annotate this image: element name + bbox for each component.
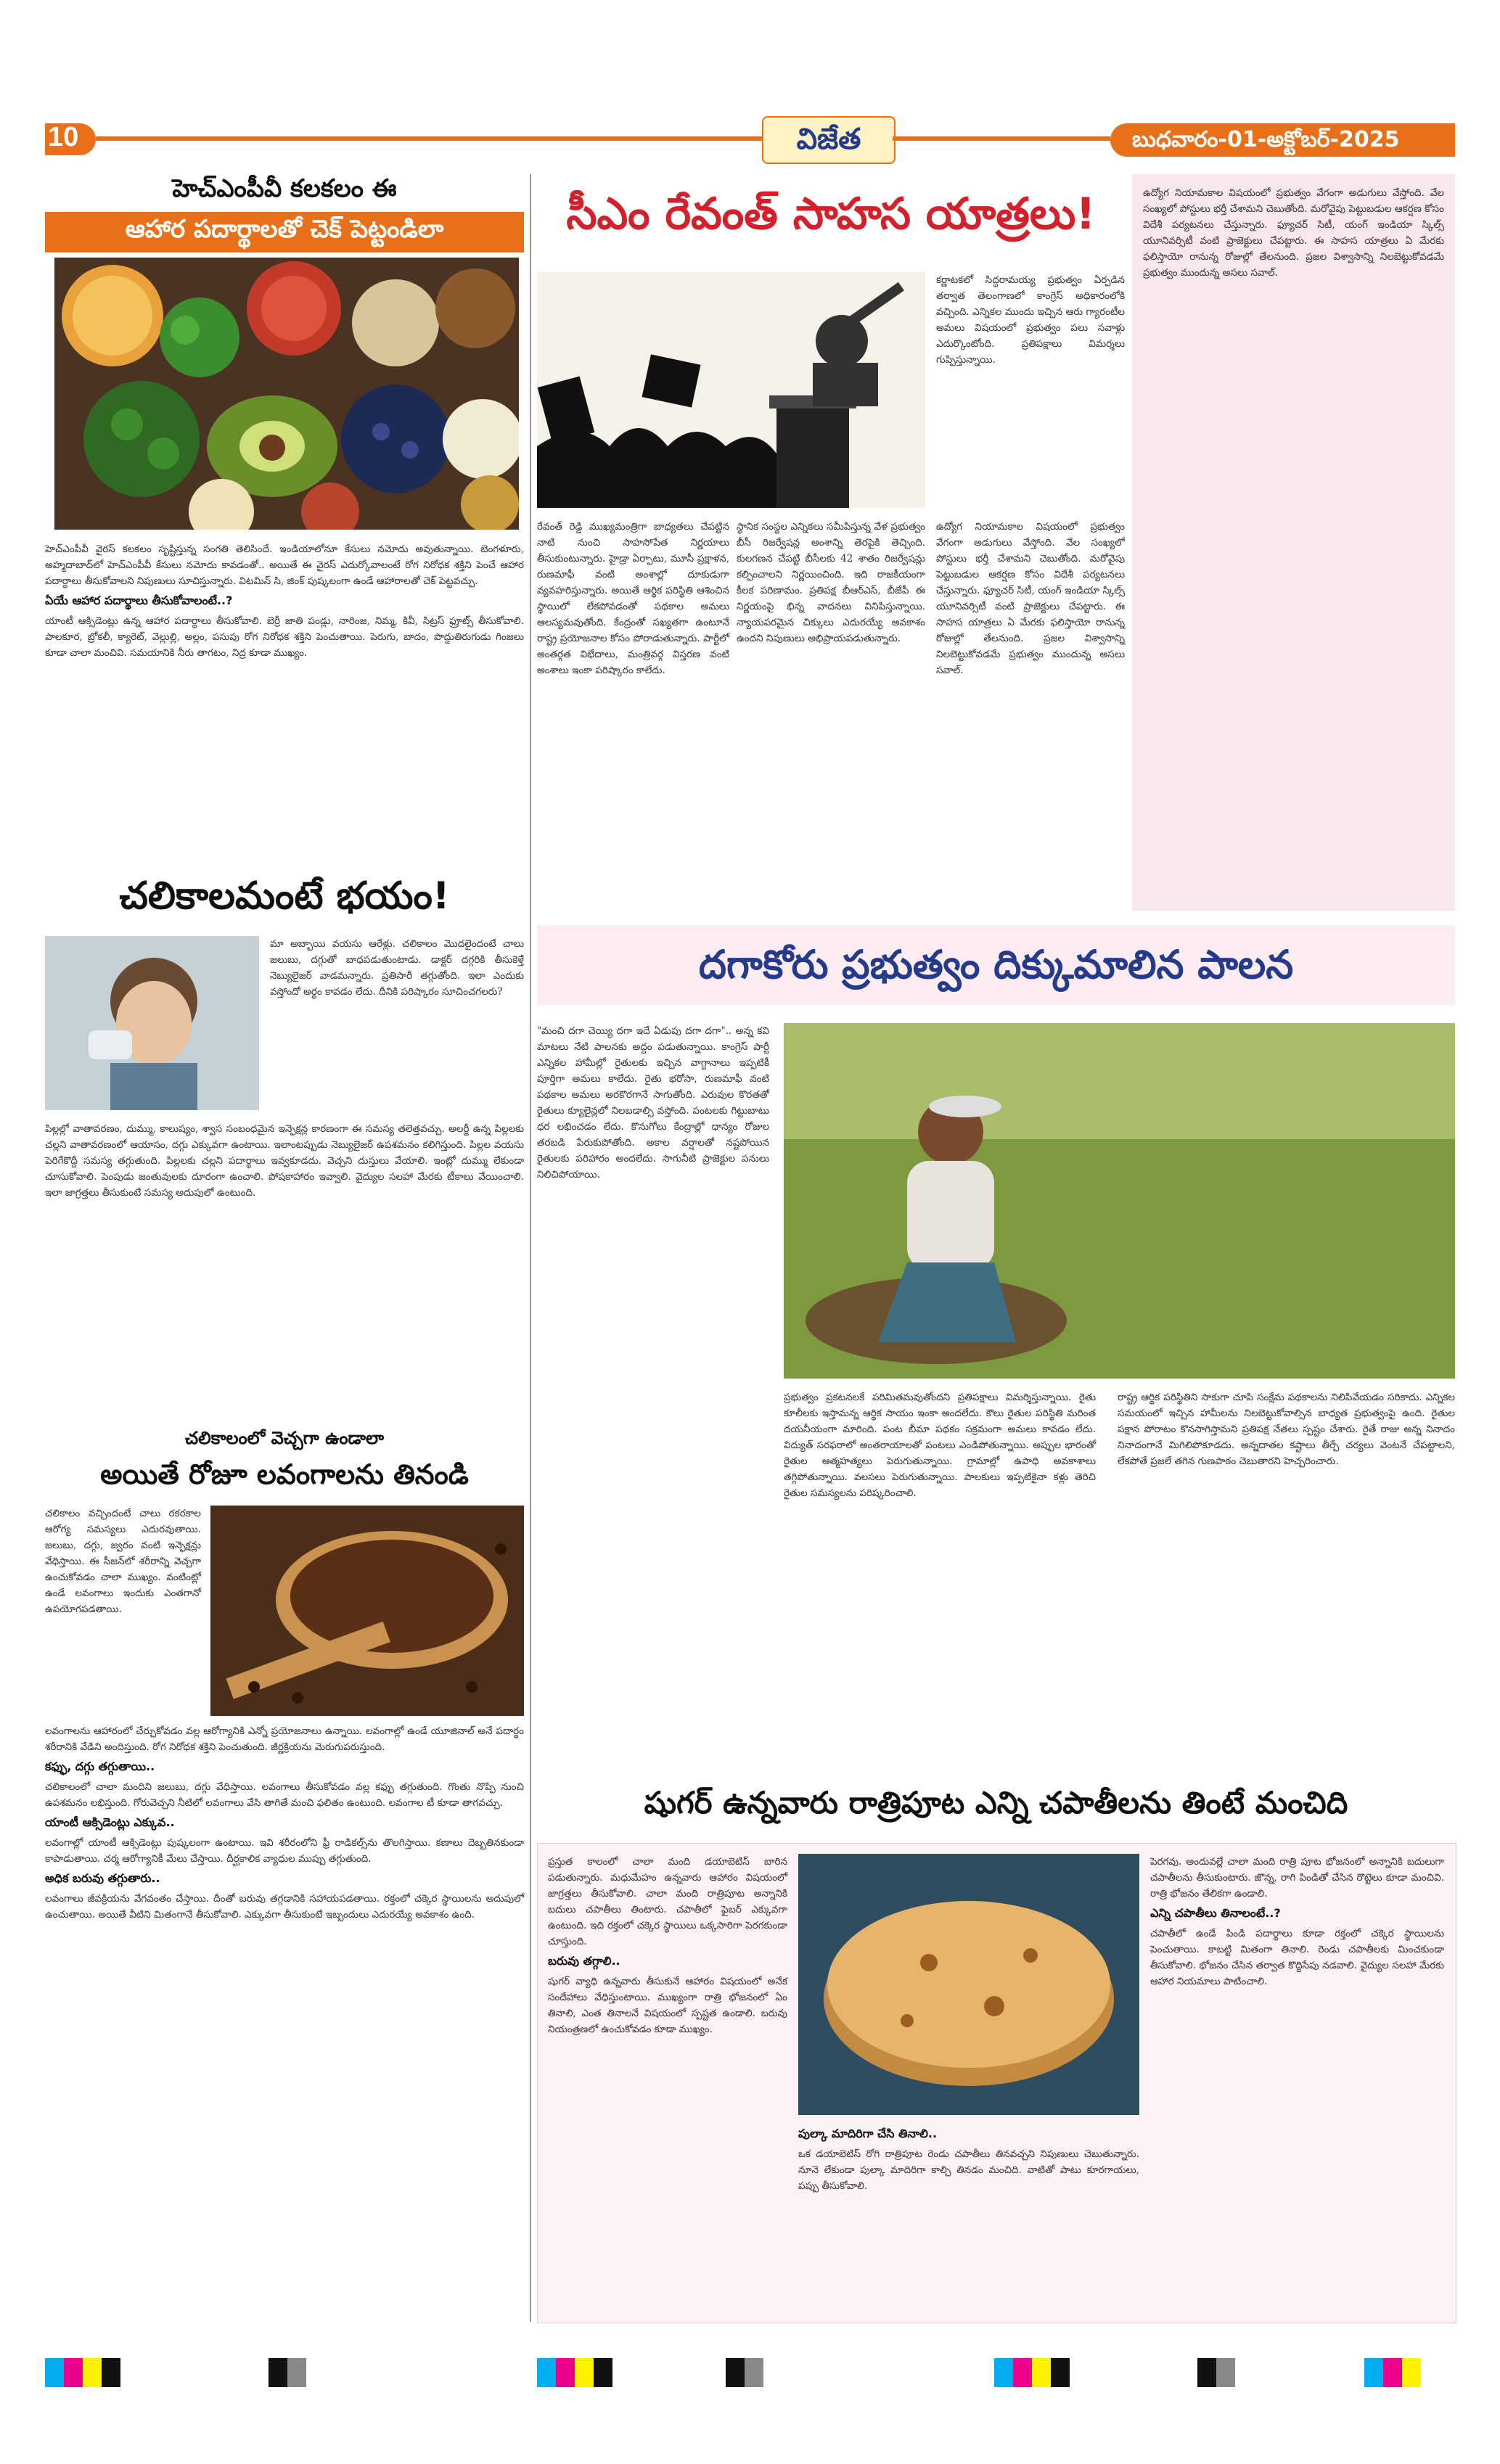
sugar-col3-text: పెరగవు. అందువల్లే చాలా మంది రాత్రి పూట భోజనంలో అన్నానికి బదులుగా చపాతీలను తీసుకుంటారు. జొన్న, రాగి పిండితో చేసిన రొట్టెలు కూడా మంచివి. రాత్రి భోజనం తేలికగా ఉండాలి. [1150, 1856, 1444, 1900]
clove-photo-art [210, 1506, 524, 1716]
food-body [45, 541, 524, 661]
sugar-headline: షుగర్ ఉన్నవారు రాత్రిపూట ఎన్ని చపాతీలను తింటే మంచిది [644, 1785, 1348, 1820]
sugar-column-3 [1150, 1854, 1444, 1989]
color-bar-left [45, 2358, 120, 2390]
header-rule-left [96, 136, 762, 141]
color-bar-center-left [537, 2358, 612, 2390]
revanth-top-text: కర్ణాటకలో సిద్ధరామయ్య ప్రభుత్వం ఏర్పడిన తర్వాత తెలంగాణలో కాంగ్రెస్ అధికారంలోకి వచ్చింది. ఎన్నికల ముందు ఇచ్చిన ఆరు గ్యారంటీల అమలు విషయంలో ప్రభుత్వం పలు సవాళ్లు ఎదుర్కొంటోంది. ప్రతిపక్షాలు విమర్శలు గుప్పిస్తున్నాయి. [936, 274, 1125, 366]
clove-paragraph-2: చలికాలంలో చాలా మందిని జలుబు, దగ్గు వేధిస్తాయి. లవంగాలు తీసుకోవడం వల్ల కఫ్ఫు తగ్గుతుంది. గొంతు నొప్పి నుంచి ఉపశమనం లభిస్తుంది. గోరువెచ్చని నీటిలో లవంగాలు వేసి తాగితే మంచి ఫలితం ఉంటుంది. లవంగాల టీ కూడా తాగవచ్చు. [45, 1781, 524, 1809]
color-bar-far-right [1364, 2358, 1421, 2390]
farmer-headline: దగాకోరు ప్రభుత్వం దిక్కుమాలిన పాలన [698, 942, 1294, 987]
sugar-col3-text-b: చపాతీలో ఉండే పిండి పదార్థాలు కూడా రక్తంలో చక్కెర స్థాయిలను పెంచుతాయి. కాబట్టి మితంగా తినాలి. రెండు చపాతీలకు మించకుండా తీసుకోవాలి. భోజనం చేసిన తర్వాత కొద్దిసేపు నడవాలి. వైద్యుల సలహా మేరకు ఆహార నియమాలు పాటించాలి. [1150, 1928, 1444, 1987]
masthead-title: విజేత [796, 123, 861, 156]
page-header [0, 0, 1500, 167]
sugar-col1-subhead: బరువు తగ్గాలి.. [548, 1954, 620, 1968]
pink-sidebar-text: ఉద్యోగ నియామకాల విషయంలో ప్రభుత్వం వేగంగా అడుగులు వేస్తోంది. వేల సంఖ్యలో పోస్టులు భర్తీ చేశామని చెబుతోంది. మరోవైపు పెట్టుబడుల ఆకర్షణ కోసం విదేశీ పర్యటనలు చేస్తున్నారు. ఫ్యూచర్ సిటీ, యంగ్ ఇండియా స్కిల్స్ యూనివర్సిటీ వంటి ప్రాజెక్టులు చేపట్టారు. ఈ సాహస యాత్రలు ఏ మేరకు ఫలిస్తాయో రానున్న రోజుల్లో తేలనుంది. ప్రజల విశ్వాసాన్ని నిలబెట్టుకోవడమే ప్రభుత్వం ముందున్న అసలు సవాల్. [1143, 187, 1444, 279]
food-headline-line2: ఆహార పదార్థాలతో చెక్ పెట్టండిలా [45, 212, 524, 252]
food-paragraph-1: హెచ్ఎంపీవీ వైరస్ కలకలం సృష్టిస్తున్న సంగతి తెలిసిందే. ఇండియాలోనూ కేసులు నమోదు అవుతున్నాయి. బెంగళూరు, అహ్మదాబాద్‌లో హెచ్ఎంపీవీ కేసులు నమోదు కావడంతో.. అయితే ఈ వైరస్ ఎదుర్కోవాలంటే రోగ నిరోధక శక్తిని పెంచే ఆహార పదార్థాలు తీసుకోవాలని నిపుణులు సూచిస్తున్నారు. విటమిన్ సి, జింక్ పుష్కలంగా ఉండే ఆహారాలతో చెక్ పెట్టవచ్చు. [45, 543, 524, 587]
revanth-photo [537, 272, 925, 508]
clove-kicker: చలికాలంలో వెచ్చగా ఉండాలా [184, 1428, 385, 1448]
masthead-logo [762, 116, 896, 164]
date-text: బుధవారం-01-అక్టోబర్-2025 [1132, 127, 1400, 152]
winter-headline: చలికాలమంటే భయం! [119, 874, 450, 918]
pink-sidebar [1132, 174, 1455, 911]
clove-body [45, 1723, 524, 1923]
revanth-column-2: స్థానిక సంస్థల ఎన్నికలు సమీపిస్తున్న వేళ ప్రభుత్వం బీసీ రిజర్వేషన్ల అంశాన్ని తెరపైకి తెచ్చింది. కులగణన చేపట్టి బీసీలకు 42 శాతం రిజర్వేషన్లు కల్పించాలని నిర్ణయించింది. ఇది రాజకీయంగా కీలక పరిణామం. ప్రతిపక్ష బీఆర్ఎస్, బీజేపీ ఈ నిర్ణయంపై భిన్న వాదనలు వినిపిస్తున్నాయి. న్యాయపరమైన చిక్కులు ఎదురయ్యే అవకాశం ఉందని నిపుణులు అభిప్రాయపడుతున్నారు. [737, 521, 925, 644]
color-bar-center-grey [726, 2358, 763, 2390]
column-divider [530, 174, 531, 2322]
sugar-column-1 [548, 1854, 787, 2037]
sugar-photo-art [798, 1854, 1139, 2115]
winter-photo-art [45, 936, 259, 1110]
clove-photo [210, 1506, 524, 1716]
farmer-column-1: "మంచి దగా చెయ్యి దగా ఇదే ఏడుపు దగా దగా".. అన్న కవి మాటలు నేటి పాలనకు అద్దం పడుతున్నాయి. కాంగ్రెస్ పార్టీ ఎన్నికల హామీల్లో రైతులకు ఇచ్చిన వాగ్దానాలు ఇప్పటికీ పూర్తిగా అమలు కాలేదు. రైతు భరోసా, రుణమాఫీ వంటి పథకాల అమలు అరకొరగానే సాగుతోంది. ఎరువుల కొరతతో రైతులు క్యూలైన్లలో నిలబడాల్సి వస్తోంది. పంటలకు గిట్టుబాటు ధర లభించడం లేదు. కొనుగోలు కేంద్రాల్లో ధాన్యం రోజుల తరబడి పేరుకుపోతోంది. అకాల వర్షాలతో నష్టపోయిన రైతులకు పరిహారం అందలేదు. సాగునీటి ప్రాజెక్టుల పనులు నిలిచిపోయాయి. [537, 1025, 769, 1180]
sugar-column-2 [798, 2122, 1139, 2194]
food-subhead-1: ఏయే ఆహార పదార్థాలు తీసుకోవాలంటే..? [45, 594, 233, 607]
food-paragraph-2: యాంటీ ఆక్సిడెంట్లు ఉన్న ఆహార పదార్థాలు తీసుకోవాలి. బెర్రీ జాతి పండ్లు, నారింజ, నిమ్మ, కివీ, సిట్రస్ ఫ్రూట్స్ తీసుకోవాలి. పాలకూర, బ్రోకలీ, క్యారెట్, వెల్లుల్లి, అల్లం, పసుపు రోగ నిరోధక శక్తిని పెంచుతాయి. పెరుగు, బాదం, పొద్దుతిరుగుడు గింజలు కూడా చాలా మంచివి. సమయానికి నీరు తాగటం, నిద్ర కూడా ముఖ్యం. [45, 615, 524, 659]
clove-subhead-1: కఫ్ఫు, దగ్గు తగ్గుతాయి.. [45, 1759, 155, 1773]
winter-side-text: మా అబ్బాయి వయసు ఆరేళ్లు. చలికాలం మొదలైందంటే చాలు జలుబు, దగ్గుతో బాధపడుతుంటాడు. డాక్టర్ దగ్గరికి తీసుకెళ్తే నెబ్యులైజర్ వాడమన్నారు. ప్రతిసారీ తగ్గుతోంది. ఇలా ఎందుకు వస్తోందో అర్థం కావడం లేదు. దీనికి పరిష్కారం సూచించగలరు? [270, 938, 524, 998]
color-bar-left-grey [269, 2358, 306, 2390]
revanth-headline-box [537, 174, 1125, 254]
revanth-column-1: రేవంత్ రెడ్డి ముఖ్యమంత్రిగా బాధ్యతలు చేపట్టిన నాటి నుంచి సాహసోపేత నిర్ణయాలు తీసుకుంటున్నారు. హైడ్రా ఏర్పాటు, మూసీ ప్రక్షాళన, రుణమాఫీ వంటి అంశాల్లో దూకుడుగా వ్యవహరిస్తున్నారు. అయితే ఆర్థిక పరిస్థితి ఆశించిన స్థాయిలో లేకపోవడంతో పథకాల అమలు ఆలస్యమవుతోంది. కేంద్రంతో సఖ్యతగా ఉంటూనే రాష్ట్ర ప్రయోజనాల కోసం పోరాడుతున్నారు. పార్టీలో అంతర్గత విభేదాలు, మంత్రివర్గ విస్తరణ వంటి అంశాలు ఇంకా పరిష్కారం కాలేదు. [537, 521, 729, 676]
farmer-column-3: రాష్ట్ర ఆర్థిక పరిస్థితిని సాకుగా చూపి సంక్షేమ పథకాలను నిలిపివేయడం సరికాదు. ఎన్నికల సమయంలో ఇచ్చిన హామీలను నిలబెట్టుకోవాల్సిన బాధ్యత ప్రభుత్వంపై ఉంది. రైతుల పక్షాన పోరాటం కొనసాగిస్తామని ప్రతిపక్ష నేతలు స్పష్టం చేశారు. రైతే రాజు అన్న నినాదం నినాదంగానే మిగిలిపోకూడదు. అన్నదాతల కష్టాలు తీర్చే చర్యలు వెంటనే చేపట్టాలని, లేకపోతే ప్రజలే తగిన గుణపాఠం చెబుతారని హెచ్చరించారు. [1118, 1392, 1455, 1467]
sugar-col2-text: ఒక డయాబెటిస్ రోగి రాత్రిపూట రెండు చపాతీలు తినవచ్చని నిపుణులు చెబుతున్నారు. నూనె లేకుండా పుల్కా మాదిరిగా కాల్చి తినడం మంచిది. వాటితో పాటు కూరగాయలు, పప్పు తీసుకోవాలి. [798, 2148, 1139, 2192]
clove-subhead-2: యాంటీ ఆక్సిడెంట్లు ఎక్కువ.. [45, 1815, 175, 1829]
revanth-column-3: ఉద్యోగ నియామకాల విషయంలో ప్రభుత్వం వేగంగా అడుగులు వేస్తోంది. వేల సంఖ్యలో పోస్టులు భర్తీ చేశామని చెబుతోంది. మరోవైపు పెట్టుబడుల ఆకర్షణ కోసం విదేశీ పర్యటనలు చేస్తున్నారు. ఫ్యూచర్ సిటీ, యంగ్ ఇండియా స్కిల్స్ యూనివర్సిటీ వంటి ప్రాజెక్టులు చేపట్టారు. ఈ సాహస యాత్రలు ఏ మేరకు ఫలిస్తాయో రానున్న రోజుల్లో తేలనుంది. ప్రజల విశ్వాసాన్ని నిలబెట్టుకోవడమే ప్రభుత్వం ముందున్న అసలు సవాల్. [936, 521, 1125, 676]
sugar-col3-subhead: ఎన్ని చపాతీలు తినాలంటే..? [1150, 1906, 1281, 1920]
color-bar-right-grey [1197, 2358, 1235, 2390]
sugar-col2-subhead: పుల్కా మాదిరిగా చేసి తినాలి.. [798, 2127, 938, 2140]
revanth-photo-art [537, 272, 925, 508]
farmer-photo [784, 1023, 1455, 1379]
clove-side-text: చలికాలం వచ్చిందంటే చాలు రకరకాల ఆరోగ్య సమస్యలు ఎదురవుతాయి. జలుబు, దగ్గు, జ్వరం వంటి ఇన్ఫెక్షన్లు వేధిస్తాయి. ఈ సీజన్‌లో శరీరాన్ని వెచ్చగా ఉంచుకోవడం చాలా ముఖ్యం. వంటింట్లో ఉండే లవంగాలు ఇందుకు ఎంతగానో ఉపయోగపడతాయి. [45, 1508, 201, 1615]
header-rule-right [893, 136, 1110, 141]
food-photo [54, 258, 519, 530]
food-headline-line1: హెచ్ఎంపీవీ కలకలం ఈ [172, 174, 397, 203]
sugar-col1-text: ప్రస్తుత కాలంలో చాలా మంది డయాబెటిస్ బారిన పడుతున్నారు. మధుమేహం ఉన్నవారు ఆహారం విషయంలో జాగ్రత్తలు తీసుకోవాలి. చాలా మంది రాత్రిపూట అన్నానికి బదులు చపాతీలు తింటారు. చపాతీలో ఫైబర్ ఎక్కువగా ఉంటుంది. ఇది రక్తంలో చక్కెర స్థాయిలు ఒక్కసారిగా పెరగకుండా చూస్తుంది. [548, 1856, 787, 1947]
farmer-headline-box [537, 925, 1455, 1005]
clove-paragraph-3: లవంగాల్లో యాంటీ ఆక్సిడెంట్లు పుష్కలంగా ఉంటాయి. ఇవి శరీరంలోని ఫ్రీ రాడికల్స్‌ను తొలగిస్తాయి. కణాలు దెబ్బతినకుండా కాపాడుతాయి. చర్మ ఆరోగ్యానికీ మేలు చేస్తాయి. దీర్ఘకాలిక వ్యాధుల ముప్పు తగ్గుతుంది. [45, 1837, 524, 1865]
page-number: 10 [48, 122, 79, 152]
sugar-headline-box [537, 1770, 1455, 1836]
color-bar-right [994, 2358, 1070, 2390]
sugar-col1-text-b: షుగర్ వ్యాధి ఉన్నవారు తీసుకునే ఆహారం విషయంలో అనేక సందేహాలు వేధిస్తుంటాయి. ముఖ్యంగా రాత్రి భోజనంలో ఏం తినాలి, ఎంత తినాలనే విషయంలో స్పష్టత ఉండాలి. బరువు నియంత్రణలో ఉంచుకోవడం కూడా ముఖ్యం. [548, 1976, 787, 2035]
food-photo-art [54, 258, 519, 530]
revanth-headline: సీఎం రేవంత్ సాహస యాత్రలు! [566, 189, 1096, 239]
clove-paragraph-1: లవంగాలను ఆహారంలో చేర్చుకోవడం వల్ల ఆరోగ్యానికి ఎన్నో ప్రయోజనాలు ఉన్నాయి. లవంగాల్లో ఉండే యూజినాల్ అనే పదార్థం శరీరానికి వేడిని అందిస్తుంది. రోగ నిరోధక శక్తిని పెంచుతుంది. జీర్ణక్రియను మెరుగుపరుస్తుంది. [45, 1725, 524, 1753]
sugar-photo [798, 1854, 1139, 2115]
date-banner [1110, 123, 1455, 157]
clove-headline: అయితే రోజూ లవంగాలను తినండి [100, 1458, 469, 1490]
farmer-photo-art [784, 1023, 1455, 1379]
winter-body: పిల్లల్లో వాతావరణం, దుమ్ము, కాలుష్యం, శ్వాస సంబంధమైన ఇన్ఫెక్షన్ల కారణంగా ఈ సమస్య తలెత్తవచ్చు. అలర్జీ ఉన్న పిల్లలకు చల్లని వాతావరణంలో ఆయాసం, దగ్గు ఎక్కువగా ఉంటాయి. ఇలాంటప్పుడు నెబ్యులైజర్ ఉపశమనం కలిగిస్తుంది. పిల్లల వయసు పెరిగేకొద్దీ సమస్య తగ్గుతుంది. పిల్లలకు చల్లని పదార్థాలు ఇవ్వకూడదు. వెచ్చని దుస్తులు వేయాలి. ఇంట్లో దుమ్ము లేకుండా చూసుకోవాలి. పెంపుడు జంతువులకు దూరంగా ఉంచాలి. పోషకాహారం ఇవ్వాలి. వైద్యుల సలహా మేరకు టీకాలు వేయించాలి. ఇలా జాగ్రత్తలు తీసుకుంటే సమస్య అదుపులో ఉంటుంది. [45, 1123, 524, 1199]
clove-subhead-3: అధిక బరువు తగ్గుతారు.. [45, 1871, 160, 1885]
farmer-column-2: ప్రభుత్వం ప్రకటనలకే పరిమితమవుతోందని ప్రతిపక్షాలు విమర్శిస్తున్నాయి. రైతు కూలీలకు ఇస్తామన్న ఆర్థిక సాయం ఇంకా అందలేదు. కౌలు రైతుల పరిస్థితి మరింత దయనీయంగా మారింది. పంట బీమా పథకం సక్రమంగా అమలు కావడం లేదు. విద్యుత్ సరఫరాలో అంతరాయాలతో పంటలు ఎండిపోతున్నాయి. అప్పుల భారంతో రైతుల ఆత్మహత్యలు పెరుగుతున్నాయి. గ్రామాల్లో ఉపాధి అవకాశాలు తగ్గిపోతున్నాయి. వలసలు పెరుగుతున్నాయి. పాలకులు ఇప్పటికైనా కళ్లు తెరిచి రైతుల సమస్యలను పరిష్కరించాలి. [784, 1392, 1096, 1499]
food-article [45, 174, 524, 252]
winter-photo [45, 936, 259, 1110]
clove-paragraph-4: లవంగాలు జీవక్రియను వేగవంతం చేస్తాయి. దీంతో బరువు తగ్గడానికి సహాయపడతాయి. రక్తంలో చక్కెర స్థాయిలను అదుపులో ఉంచుతాయి. అయితే వీటిని మితంగానే తీసుకోవాలి. ఎక్కువగా తీసుకుంటే ఇబ్బందులు ఎదురయ్యే అవకాశం ఉంది. [45, 1893, 524, 1921]
